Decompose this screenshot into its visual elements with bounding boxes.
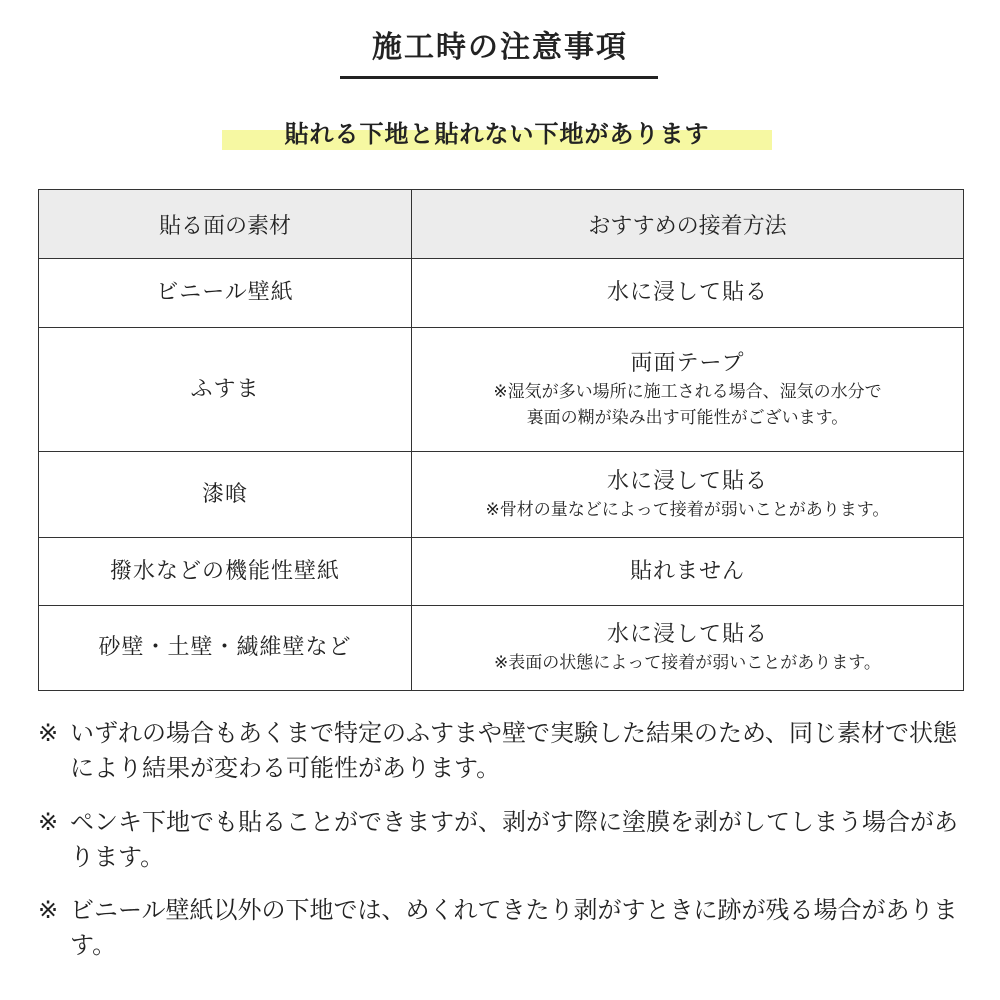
material-text: 漆喰 xyxy=(201,481,248,507)
table-row xyxy=(39,259,964,328)
material-cell xyxy=(39,452,412,538)
reference-mark: ※ xyxy=(38,808,59,836)
method-note: ※骨材の量などによって接着が弱いことがあります。 xyxy=(485,499,890,520)
note-item xyxy=(38,716,968,786)
adhesion-table xyxy=(38,189,964,691)
method-cell xyxy=(412,328,964,452)
note-text: ビニール壁紙以外の下地では、めくれてきたり剥がすときに跡が残る場合があります。 xyxy=(70,896,958,959)
subtitle xyxy=(222,118,772,150)
table-header-row xyxy=(39,190,964,259)
note-item xyxy=(38,805,968,875)
reference-mark: ※ xyxy=(38,719,59,747)
table-row xyxy=(39,538,964,606)
material-text: ふすま xyxy=(190,376,260,402)
note-text: いずれの場合もあくまで特定のふすまや壁で実験した結果のため、同じ素材で状態により結果が変わる可能性があります。 xyxy=(70,719,958,782)
table-row xyxy=(39,328,964,452)
method-cell xyxy=(412,259,964,328)
method-text: 水に浸して貼る xyxy=(606,280,768,305)
method-note: ※湿気が多い場所に施工される場合、湿気の水分で 裏面の糊が染み出す可能性がございます。 xyxy=(493,381,882,428)
note-item xyxy=(38,893,968,963)
method-text: 水に浸して貼る xyxy=(606,622,768,647)
reference-mark: ※ xyxy=(38,896,59,924)
method-text: 貼れません xyxy=(629,558,745,584)
method-cell xyxy=(412,538,964,606)
table-row xyxy=(39,452,964,538)
material-text: 撥水などの機能性壁紙 xyxy=(109,558,340,584)
title-underline xyxy=(340,76,658,79)
method-text: 水に浸して貼る xyxy=(606,468,768,494)
material-text: 砂壁・土壁・繊維壁など xyxy=(98,635,352,660)
table-row xyxy=(39,606,964,691)
header-material: 貼る面の素材 xyxy=(39,190,412,259)
method-text: 両面テープ xyxy=(630,350,745,376)
note-text: ペンキ下地でも貼ることができますが、剥がす際に塗膜を剥がしてしまう場合があります。 xyxy=(70,808,958,871)
method-cell xyxy=(412,606,964,691)
method-note: ※表面の状態によって接着が弱いことがあります。 xyxy=(494,653,881,673)
method-cell xyxy=(412,452,964,538)
material-cell xyxy=(39,538,412,606)
page-title: 施工時の注意事項 xyxy=(372,30,628,65)
material-cell xyxy=(39,259,412,328)
material-text: ビニール壁紙 xyxy=(156,280,294,305)
material-cell xyxy=(39,606,412,691)
material-cell xyxy=(39,328,412,452)
header-method: おすすめの接着方法 xyxy=(412,190,964,259)
subtitle-text: 貼れる下地と貼れない下地があります xyxy=(284,120,710,148)
